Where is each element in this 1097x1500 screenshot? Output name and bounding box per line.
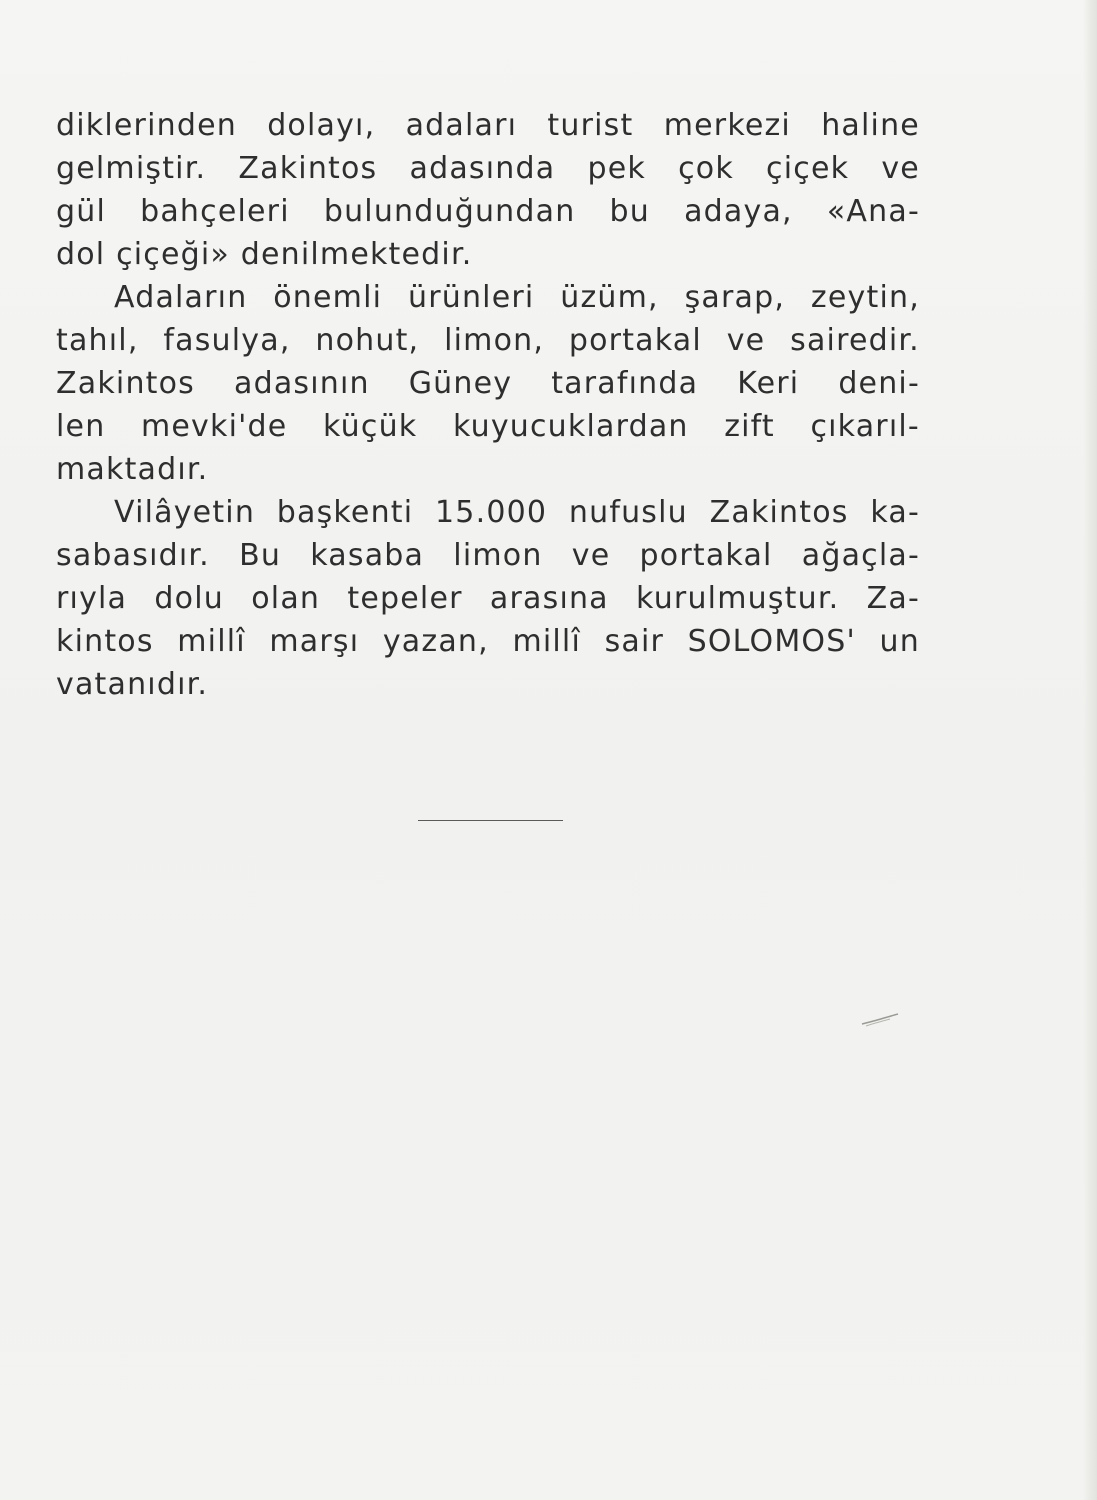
text-line: kintos millî marşı yazan, millî sair SOLOMOS' un — [56, 624, 920, 659]
text-line: maktadır. — [56, 452, 209, 487]
text-line: Zakintos adasının Güney tarafında Keri deni- — [56, 366, 920, 401]
ink-smudge — [860, 1012, 900, 1028]
body-text — [56, 104, 920, 706]
text-line: vatanıdır. — [56, 667, 209, 702]
text-line: Vilâyetin başkenti 15.000 nufuslu Zakintos ka- — [114, 495, 920, 530]
section-divider-rule — [418, 820, 563, 821]
text-line: rıyla dolu olan tepeler arasına kurulmuştur. Za- — [56, 581, 920, 616]
page-edge-shadow — [1083, 0, 1097, 1500]
text-line: len mevki'de küçük kuyucuklardan zift çıkarıl- — [56, 409, 920, 444]
text-line: tahıl, fasulya, nohut, limon, portakal ve sairedir. — [56, 323, 920, 358]
text-line: dol çiçeği» denilmektedir. — [56, 237, 473, 272]
text-line: Adaların önemli ürünleri üzüm, şarap, zeytin, — [114, 280, 920, 315]
text-line: gül bahçeleri bulunduğundan bu adaya, «Ana- — [56, 194, 920, 229]
text-line: gelmiştir. Zakintos adasında pek çok çiçek ve — [56, 151, 920, 186]
text-line: diklerinden dolayı, adaları turist merkezi haline — [56, 108, 920, 143]
text-line: sabasıdır. Bu kasaba limon ve portakal ağaçla- — [56, 538, 920, 573]
